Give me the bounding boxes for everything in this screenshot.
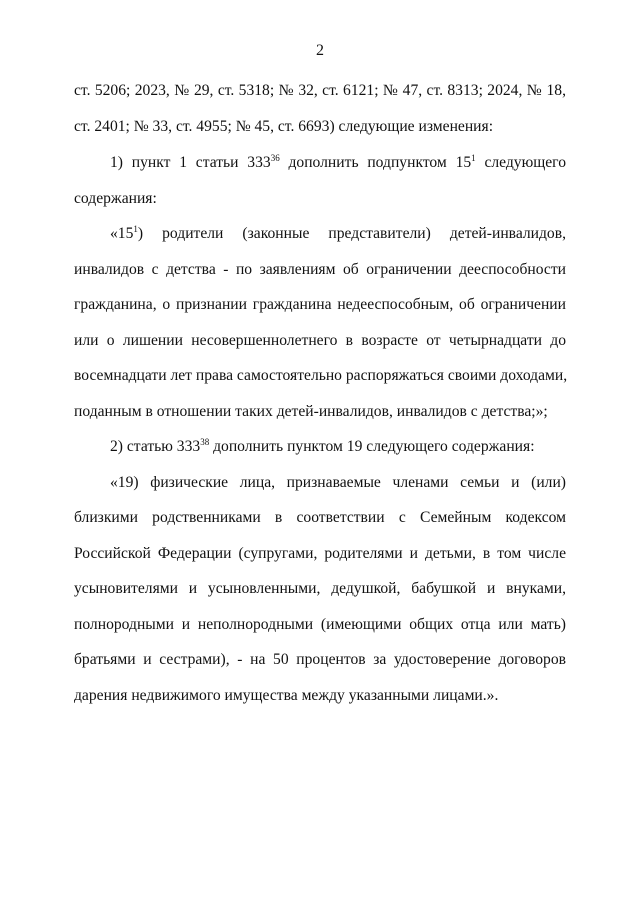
text-fragment: 2) статью 333 [110, 438, 201, 455]
text-line: ст. 2401; № 33, ст. 4955; № 45, ст. 6693) следующие изменения: [74, 118, 494, 135]
text-fragment: дополнить подпунктом 15 [279, 154, 472, 171]
list-item-1-heading [110, 153, 566, 173]
text-line: поданным в отношении таких детей-инвалидов, инвалидов с детства;»; [74, 403, 548, 420]
text-line: усыновителями и усыновленными, дедушкой, бабушкой и внуками, [74, 580, 566, 597]
text-fragment: следующего [475, 154, 566, 171]
quote-15-1-start [110, 224, 566, 244]
text-line: содержания: [74, 190, 157, 207]
text-line: братьями и сестрами), - на 50 процентов за удостоверение договоров [74, 651, 566, 668]
list-item-2-heading [110, 437, 566, 457]
text-line: инвалидов с детства - по заявлениям об ограничении дееспособности [74, 261, 566, 278]
superscript: 1 [471, 153, 476, 163]
text-line: восемнадцати лет права самостоятельно распоряжаться своими доходами, [74, 367, 568, 384]
text-fragment: 1) пункт 1 статьи 333 [110, 154, 271, 171]
quote-19-start: «19) физические лица, признаваемые членами семьи и (или) [110, 474, 566, 491]
text-line: полнородными и неполнородными (имеющими общих отца или мать) [74, 616, 566, 633]
text-fragment: дополнить пунктом 19 следующего содержания: [209, 438, 535, 455]
superscript: 36 [270, 153, 280, 163]
superscript: 38 [200, 437, 210, 447]
text-fragment: ) родители (законные представители) детей-инвалидов, [137, 225, 566, 242]
text-line: ст. 5206; 2023, № 29, ст. 5318; № 32, ст. 6121; № 47, ст. 8313; 2024, № 18, [74, 82, 566, 99]
text-line: Российской Федерации (супругами, родителями и детьми, в том числе [74, 545, 566, 562]
text-line: близкими родственниками в соответствии с Семейным кодексом [74, 509, 566, 526]
text-line: гражданина, о признании гражданина недееспособным, об ограничении [74, 296, 566, 313]
page-number: 2 [316, 42, 324, 59]
text-fragment: «15 [110, 225, 134, 242]
text-line: или о лишении несовершеннолетнего в возрасте от четырнадцати до [74, 332, 566, 349]
text-line: дарения недвижимого имущества между указанными лицами.». [74, 687, 499, 704]
superscript: 1 [133, 224, 138, 234]
